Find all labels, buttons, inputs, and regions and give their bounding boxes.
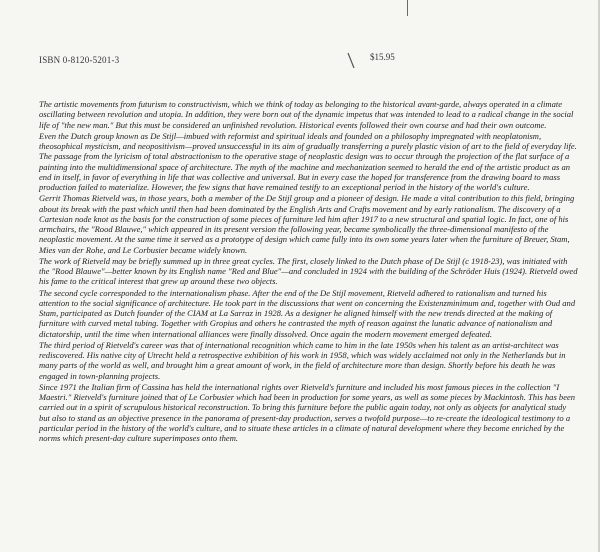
paragraph-7: Since 1971 the Italian firm of Cassina has held the international rights over Rietveld's furniture and included his most famous pieces in the collection "I Maestri." Rietveld's furniture joined that of Le Corbusier which had been in production for some years, as well as some pieces by Mackintosh. This has been carried out in a spirit of scrupulous historical reconstruction. To bring this furniture before the public again today, not only as objects for analytical study but also to stand as an objective presence in the panorama of present-day production, serves a twofold purpose—to re-create the ideological testimony to a particular period in the history of the world's culture, and to situate these articles in a climate of natural development where they become enriched by the norms which present-day culture superimposes onto them. bbox=[39, 381, 576, 443]
paragraph-5: The second cycle corresponded to the internationalism phase. After the end of the De Stijl movement, Rietveld adhered to rationalism and turned his attention to the social significance of architecture. He took part in the discussions that went on concerning the Existenzminimum and, together with Oud and Stam, participated as Dutch founder of the CIAM at La Sarraz in 1928. As a designer he aligned himself with the new trends directed at the making of furniture with curved metal tubing. Together with Gropius and others he contrasted the myth of reason against the lunatic advance of nationalism and dictatorship, until the time when international alliances were finally dissolved. Once again the modern movement emerged defeated. bbox=[39, 287, 576, 339]
paragraph-1: The artistic movements from futurism to constructivism, which we think of today as belonging to the historical avant-garde, always operated in a climate oscillating between revolution and utopia. In addition, they were born out of the dynamic impetus that was intended to lead to a radical change in the social life of "the new man." But this must be considered an unfinished revolution. Historical events followed their own course and had their own outcome. bbox=[39, 99, 574, 130]
price-label: $15.95 bbox=[370, 52, 395, 62]
price-clip-mark-icon bbox=[347, 52, 355, 70]
fold-line bbox=[407, 0, 408, 16]
isbn-label: ISBN 0-8120-5201-3 bbox=[39, 55, 120, 65]
paragraph-4: The work of Rietveld may be briefly summed up in three great cycles. The first, closely linked to the Dutch phase of De Stijl (c 1918-23), was initiated with the "Rood Blauwe"—better known by its English name "Red and Blue"—and concluded in 1924 with the building of the Schröder Huis (1924). Rietveld owed his fame to the critical interest that grew up around these two objects. bbox=[39, 255, 578, 287]
paragraph-2: Even the Dutch group known as De Stijl—imbued with reformist and spiritual ideals and founded on a philosophy impregnated with neoplatonism, theosophical mysticism, and neopositivism—proved unsuccessful in its aim of gradually transferring a purely plastic vision of art to the field of everyday life. The passage from the lyricism of total abstractionism to the operative stage of neoplastic design was to occur through the projection of the flat surface of a painting into the multidimensional space of architecture. The myth of the machine and mechanization seemed to herald the end of the artistic product as an end in itself, in favor of everything in life that was collective and universal. But in every case the hoped for transference from the drawing board to mass production failed to materialize. However, the few signs that have remained testify to an exceptional period in the history of the world's culture. bbox=[39, 130, 577, 192]
paragraph-3: Gerrit Thomas Rietveld was, in those years, both a member of the De Stijl group and a pioneer of design. He made a vital contribution to this field, bringing about its break with the past which until then had been dominated by the English Arts and Crafts movement and by early rationalism. The discovery of a Cartesian node knot as the basis for the construction of some pieces of furniture led him after 1917 to a new structural and spatial logic. In fact, one of his armchairs, the "Rood Blauwe," which appeared in its present version the following year, became symbolically the three-dimensional manifesto of the neoplastic movement. At the same time it served as a prototype of design which came fully into its own some years later when the furniture of Breuer, Stam, Mies van der Rohe, and Le Corbusier became widely known. bbox=[39, 193, 575, 255]
paragraph-6: The third period of Rietveld's career was that of international recognition which came to him in the late 1950s when his talent as an artist-architect was rediscovered. His native city of Utrecht held a retrospective exhibition of his work in 1958, which was widely acclaimed not only in the Netherlands but in many parts of the world as well, and brought him a great amount of work, in the field of architecture more than design. Shortly before his death he was engaged in town-planning projects. bbox=[39, 339, 566, 381]
flap-body-text bbox=[39, 99, 579, 444]
